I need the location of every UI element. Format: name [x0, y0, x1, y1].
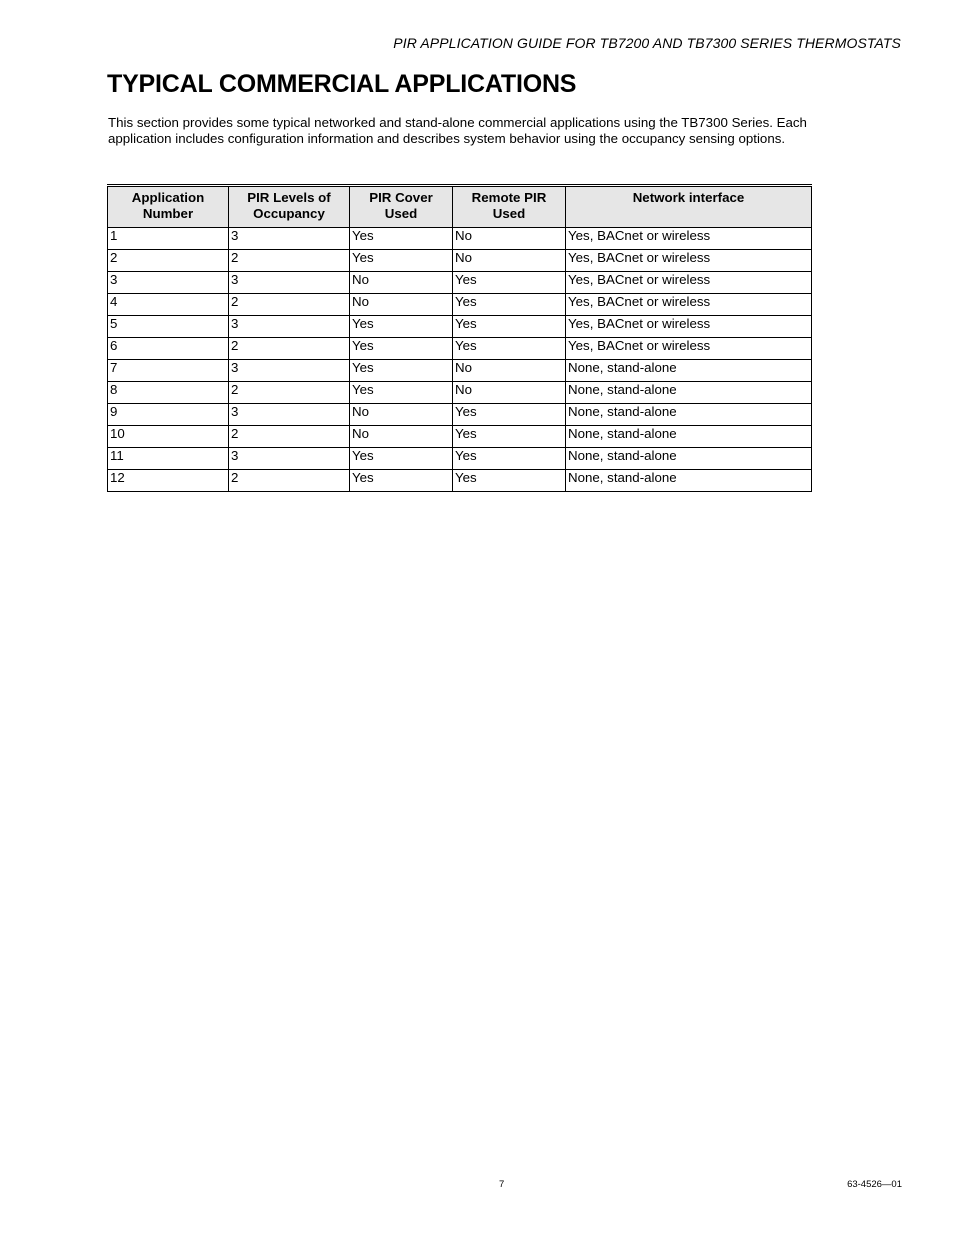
cell-network-interface: Yes, BACnet or wireless — [566, 294, 812, 316]
cell-application-number: 3 — [108, 272, 229, 294]
footer-document-number: 63-4526—01 — [847, 1179, 902, 1190]
cell-remote-pir: Yes — [453, 294, 566, 316]
cell-application-number: 2 — [108, 250, 229, 272]
cell-pir-cover: No — [350, 404, 453, 426]
cell-application-number: 9 — [108, 404, 229, 426]
cell-pir-levels: 3 — [229, 448, 350, 470]
cell-pir-levels: 2 — [229, 250, 350, 272]
table-row — [108, 272, 812, 294]
table-row — [108, 448, 812, 470]
table-row — [108, 338, 812, 360]
column-header-network-interface: Network interface — [566, 186, 812, 228]
page-title: TYPICAL COMMERCIAL APPLICATIONS — [107, 70, 577, 98]
table-row — [108, 316, 812, 338]
cell-remote-pir: No — [453, 382, 566, 404]
cell-network-interface: Yes, BACnet or wireless — [566, 338, 812, 360]
cell-remote-pir: Yes — [453, 316, 566, 338]
cell-remote-pir: Yes — [453, 272, 566, 294]
cell-pir-levels: 3 — [229, 228, 350, 250]
cell-network-interface: None, stand-alone — [566, 360, 812, 382]
cell-application-number: 11 — [108, 448, 229, 470]
cell-pir-cover: No — [350, 294, 453, 316]
cell-application-number: 7 — [108, 360, 229, 382]
table-row — [108, 228, 812, 250]
table-row — [108, 250, 812, 272]
running-header: PIR APPLICATION GUIDE FOR TB7200 AND TB7300 SERIES THERMOSTATS — [393, 35, 901, 51]
cell-pir-cover: Yes — [350, 316, 453, 338]
cell-remote-pir: Yes — [453, 448, 566, 470]
cell-network-interface: None, stand-alone — [566, 382, 812, 404]
table-row — [108, 360, 812, 382]
cell-pir-cover: Yes — [350, 470, 453, 492]
applications-table — [107, 184, 812, 492]
cell-remote-pir: Yes — [453, 470, 566, 492]
cell-application-number: 10 — [108, 426, 229, 448]
cell-pir-levels: 3 — [229, 404, 350, 426]
cell-application-number: 4 — [108, 294, 229, 316]
cell-remote-pir: Yes — [453, 426, 566, 448]
cell-pir-levels: 2 — [229, 382, 350, 404]
cell-pir-cover: Yes — [350, 228, 453, 250]
cell-pir-levels: 2 — [229, 426, 350, 448]
cell-application-number: 6 — [108, 338, 229, 360]
column-header-remote-pir: Remote PIR Used — [453, 186, 566, 228]
cell-network-interface: Yes, BACnet or wireless — [566, 250, 812, 272]
cell-pir-levels: 2 — [229, 470, 350, 492]
cell-network-interface: None, stand-alone — [566, 448, 812, 470]
cell-application-number: 8 — [108, 382, 229, 404]
cell-application-number: 1 — [108, 228, 229, 250]
cell-pir-levels: 3 — [229, 360, 350, 382]
intro-paragraph: This section provides some typical networked and stand-alone commercial applications using the TB7300 Series. Each application includes configuration information and describes system behavior using the occupancy sensing options. — [108, 115, 807, 146]
cell-remote-pir: Yes — [453, 404, 566, 426]
cell-application-number: 5 — [108, 316, 229, 338]
cell-remote-pir: Yes — [453, 338, 566, 360]
cell-application-number: 12 — [108, 470, 229, 492]
cell-network-interface: None, stand-alone — [566, 404, 812, 426]
column-header-pir-cover: PIR Cover Used — [350, 186, 453, 228]
cell-pir-cover: Yes — [350, 250, 453, 272]
cell-pir-levels: 3 — [229, 272, 350, 294]
column-header-application-number: Application Number — [108, 186, 229, 228]
cell-pir-cover: No — [350, 272, 453, 294]
cell-pir-levels: 2 — [229, 338, 350, 360]
cell-remote-pir: No — [453, 250, 566, 272]
cell-network-interface: None, stand-alone — [566, 470, 812, 492]
cell-network-interface: Yes, BACnet or wireless — [566, 316, 812, 338]
header-row — [108, 186, 812, 228]
cell-remote-pir: No — [453, 360, 566, 382]
cell-pir-cover: No — [350, 426, 453, 448]
cell-remote-pir: No — [453, 228, 566, 250]
cell-network-interface: Yes, BACnet or wireless — [566, 272, 812, 294]
cell-pir-cover: Yes — [350, 382, 453, 404]
table-row — [108, 426, 812, 448]
table-row — [108, 470, 812, 492]
column-header-pir-levels: PIR Levels of Occupancy — [229, 186, 350, 228]
footer-page-number: 7 — [499, 1179, 505, 1190]
table-row — [108, 404, 812, 426]
cell-pir-cover: Yes — [350, 448, 453, 470]
cell-network-interface: Yes, BACnet or wireless — [566, 228, 812, 250]
cell-pir-levels: 3 — [229, 316, 350, 338]
cell-pir-cover: Yes — [350, 360, 453, 382]
cell-network-interface: None, stand-alone — [566, 426, 812, 448]
cell-pir-levels: 2 — [229, 294, 350, 316]
cell-pir-cover: Yes — [350, 338, 453, 360]
table-header — [108, 186, 812, 228]
table-row — [108, 294, 812, 316]
table-row — [108, 382, 812, 404]
table-body — [108, 228, 812, 492]
